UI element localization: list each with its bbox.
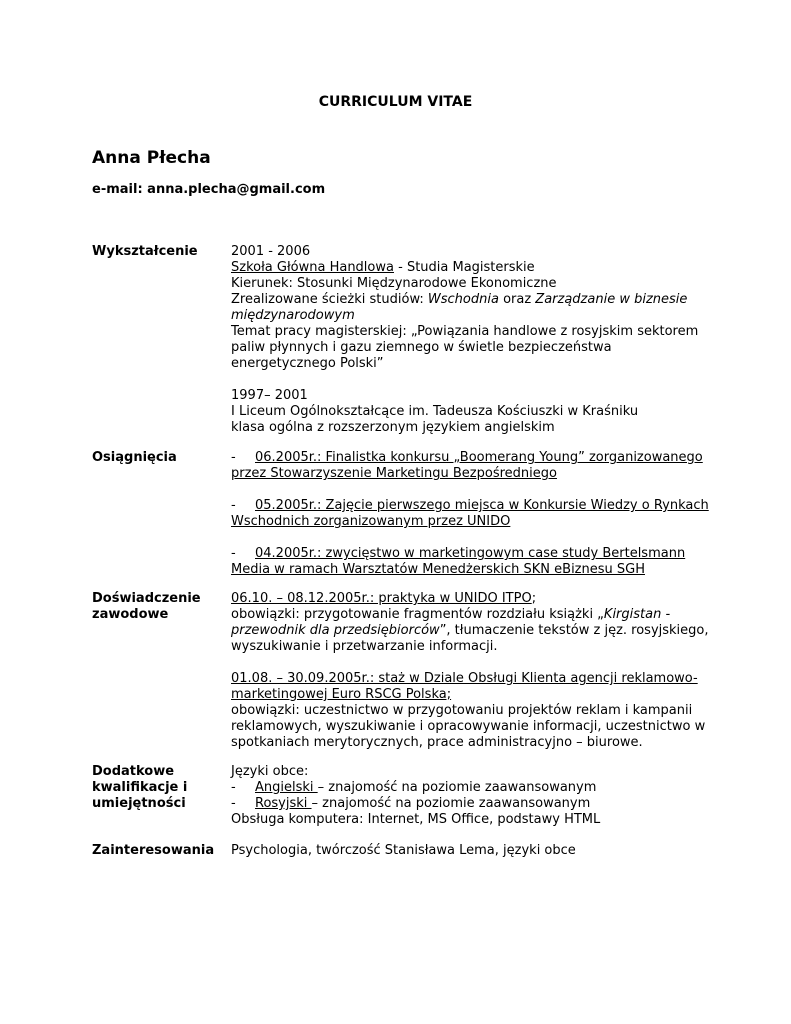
- job-duties: [231, 607, 711, 655]
- candidate-name: Anna Płecha: [92, 148, 211, 168]
- language-item: [231, 780, 711, 796]
- dash-bullet: -: [231, 450, 236, 465]
- skills-label: Dodatkowe kwalifikacje i umiejętności: [92, 764, 188, 811]
- achievement-item: [231, 546, 711, 578]
- education-label: Wykształcenie: [92, 244, 198, 259]
- language-name: Rosyjski: [255, 796, 312, 811]
- path-eastern: Wschodnia: [427, 292, 499, 307]
- achievement-text: 06.2005r.: Finalistka konkursu „Boomerang Young” zorganizowanego przez Stowarzyszenie Marketingu Bezpośredniego: [231, 450, 703, 481]
- language-level: – znajomość na poziomie zaawansowanym: [317, 780, 597, 795]
- education-direction: Kierunek: Stosunki Międzynarodowe Ekonomiczne: [231, 276, 557, 291]
- education-paths: [231, 292, 711, 324]
- dash-bullet: -: [231, 780, 236, 795]
- duties-prefix: obowiązki: przygotowanie fragmentów rozdziału książki „: [231, 607, 604, 622]
- job-title: 01.08. – 30.09.2005r.: staż w Dziale Obsługi Klienta agencji reklamowo-marketingowej Euro RSCG Polska;: [231, 671, 698, 702]
- dash-bullet: -: [231, 796, 236, 811]
- highschool-years: 1997– 2001: [231, 388, 308, 403]
- education-content: [231, 244, 711, 436]
- computer-skills: Obsługa komputera: Internet, MS Office, podstawy HTML: [231, 812, 601, 827]
- experience-content: [231, 591, 711, 751]
- dash-bullet: -: [231, 546, 236, 561]
- language-name: Angielski: [255, 780, 318, 795]
- highschool-class: klasa ogólna z rozszerzonym językiem angielskim: [231, 420, 555, 435]
- interests-label: Zainteresowania: [92, 843, 215, 858]
- job-title-line: [231, 591, 711, 607]
- paths-and: oraz: [498, 292, 536, 307]
- dash-bullet: -: [231, 498, 236, 513]
- education-school-line: [231, 260, 711, 276]
- languages-header: Języki obce:: [231, 764, 309, 779]
- experience-label: Doświadczenie zawodowe: [92, 591, 201, 622]
- language-level: – znajomość na poziomie zaawansowanym: [311, 796, 591, 811]
- book-title: Kirgistan - przewodnik dla przedsiębiorców: [231, 607, 671, 638]
- job-title: 06.10. – 08.12.2005r.: praktyka w UNIDO ITPO: [231, 591, 532, 606]
- job-duties: obowiązki: uczestnictwo w przygotowaniu projektów reklam i kampanii reklamowych, wyszukiwanie i opracowywanie informacji, uczestnictwo w spotkaniach merytorycznych, prace administracyjno – biurowe.: [231, 703, 706, 750]
- achievement-item: [231, 450, 711, 482]
- duties-suffix: ”, tłumaczenie tekstów z jęz. rosyjskiego, wyszukiwanie i przetwarzanie informacji.: [231, 623, 709, 654]
- job-title-suffix: ;: [531, 591, 537, 606]
- document-title: CURRICULUM VITAE: [318, 94, 473, 110]
- school-link[interactable]: Szkoła Główna Handlowa: [231, 260, 394, 275]
- path-management: Zarządzanie w biznesie międzynarodowym: [231, 292, 688, 323]
- achievement-text: 04.2005r.: zwycięstwo w marketingowym case study Bertelsmann Media w ramach Warsztatów Menedżerskich SKN eBiznesu SGH: [231, 546, 686, 577]
- highschool-name: I Liceum Ogólnokształcące im. Tadeusza Kościuszki w Kraśniku: [231, 404, 639, 419]
- education-years: 2001 - 2006: [231, 244, 311, 259]
- achievement-item: [231, 498, 711, 530]
- school-degree: - Studia Magisterskie: [393, 260, 535, 275]
- achievement-text: 05.2005r.: Zajęcie pierwszego miejsca w Konkursie Wiedzy o Rynkach Wschodnich zorganizowanym przez UNIDO: [231, 498, 709, 529]
- language-item: [231, 796, 711, 812]
- skills-content: [231, 764, 711, 828]
- education-thesis: Temat pracy magisterskiej: „Powiązania handlowe z rosyjskim sektorem paliw płynnych i gazu ziemnego w świetle bezpieczeństwa energetycznego Polski”: [231, 324, 699, 371]
- interests-text: Psychologia, twórczość Stanisława Lema, języki obce: [231, 843, 576, 858]
- achievements-content: [231, 450, 711, 578]
- candidate-email: e-mail: anna.plecha@gmail.com: [92, 182, 326, 197]
- paths-prefix: Zrealizowane ścieżki studiów:: [231, 292, 428, 307]
- achievements-label: Osiągnięcia: [92, 450, 177, 465]
